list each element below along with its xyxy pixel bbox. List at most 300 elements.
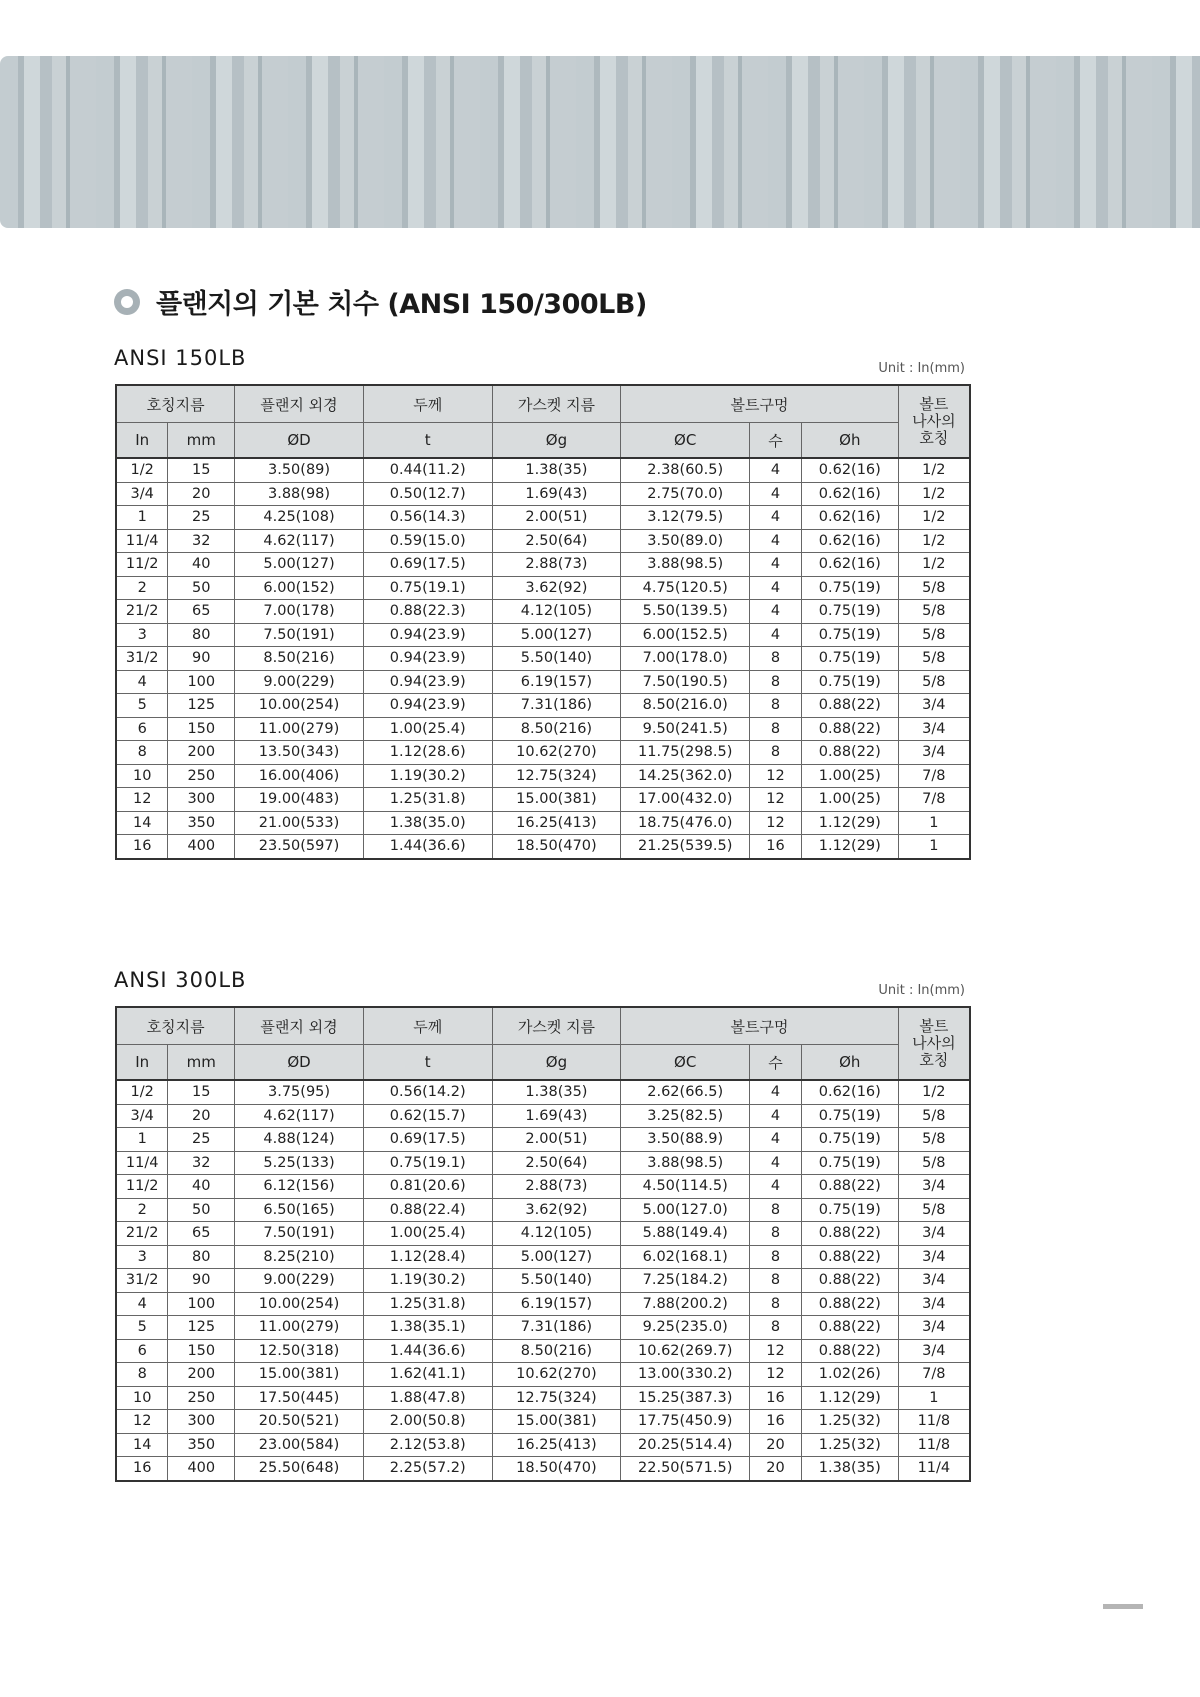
table-cell: 1.44(36.6): [363, 1339, 492, 1363]
table-cell: 1.25(31.8): [363, 1292, 492, 1316]
table-cell: 1.38(35): [801, 1457, 898, 1481]
header-g: Øg: [492, 1045, 621, 1081]
table-cell: 0.75(19): [801, 1198, 898, 1222]
table-cell: 3/4: [898, 741, 970, 765]
table-cell: 50: [168, 576, 235, 600]
table-cell: 1.25(32): [801, 1410, 898, 1434]
table-row: [116, 694, 970, 718]
header-h: Øh: [801, 423, 898, 459]
table-cell: 7.31(186): [492, 1316, 621, 1340]
table-cell: 9.25(235.0): [621, 1316, 750, 1340]
table-cell: 4: [116, 1292, 168, 1316]
table-row: [116, 1222, 970, 1246]
table-cell: 0.62(16): [801, 458, 898, 482]
table-cell: 5.00(127): [235, 553, 364, 577]
table-cell: 12: [750, 1339, 802, 1363]
table-cell: 16: [750, 1410, 802, 1434]
table-cell: 5/8: [898, 600, 970, 624]
table-cell: 125: [168, 694, 235, 718]
table-cell: 3.88(98.5): [621, 553, 750, 577]
flange-table-150lb: [115, 384, 971, 860]
table-cell: 250: [168, 764, 235, 788]
table-cell: 12: [750, 788, 802, 812]
header-thickness: 두께: [363, 1007, 492, 1045]
header-in: In: [116, 1045, 168, 1081]
table-cell: 23.50(597): [235, 835, 364, 859]
table-cell: 20.50(521): [235, 1410, 364, 1434]
table-cell: 19.00(483): [235, 788, 364, 812]
table-cell: 0.88(22): [801, 1245, 898, 1269]
table-cell: 11/2: [116, 1175, 168, 1199]
table-cell: 400: [168, 835, 235, 859]
table-cell: 7/8: [898, 1363, 970, 1387]
header-banner: [0, 56, 1200, 228]
table-cell: 12: [750, 1363, 802, 1387]
table-cell: 6.12(156): [235, 1175, 364, 1199]
table-cell: 21/2: [116, 600, 168, 624]
header-bolt-hole: 볼트구멍: [621, 1007, 898, 1045]
table-cell: 1.12(29): [801, 835, 898, 859]
table-cell: 25: [168, 1128, 235, 1152]
header-nominal: 호칭지름: [116, 1007, 235, 1045]
table-cell: 0.94(23.9): [363, 670, 492, 694]
table-cell: 8: [116, 741, 168, 765]
table-cell: 7/8: [898, 788, 970, 812]
table-cell: 1.12(28.6): [363, 741, 492, 765]
table-cell: 12.75(324): [492, 764, 621, 788]
table-cell: 4.12(105): [492, 1222, 621, 1246]
table-cell: 0.88(22): [801, 1292, 898, 1316]
table-cell: 11.75(298.5): [621, 741, 750, 765]
table-cell: 11/8: [898, 1433, 970, 1457]
table-cell: 0.88(22.3): [363, 600, 492, 624]
table-cell: 8: [750, 1269, 802, 1293]
table-cell: 0.75(19): [801, 600, 898, 624]
table-cell: 4: [750, 482, 802, 506]
table-cell: 350: [168, 1433, 235, 1457]
table-cell: 4: [750, 1080, 802, 1104]
table-cell: 3/4: [116, 482, 168, 506]
table-cell: 32: [168, 1151, 235, 1175]
table-cell: 3/4: [898, 1175, 970, 1199]
table-cell: 3.50(88.9): [621, 1128, 750, 1152]
table-cell: 23.00(584): [235, 1433, 364, 1457]
header-gasket: 가스켓 지름: [492, 1007, 621, 1045]
table-cell: 10.62(269.7): [621, 1339, 750, 1363]
table-cell: 3: [116, 623, 168, 647]
table-cell: 12.50(318): [235, 1339, 364, 1363]
table-cell: 10: [116, 764, 168, 788]
table-cell: 2: [116, 576, 168, 600]
header-nominal: 호칭지름: [116, 385, 235, 423]
table-cell: 4: [750, 1128, 802, 1152]
table-cell: 1.12(29): [801, 1386, 898, 1410]
title-row: [114, 282, 647, 321]
table-cell: 4.25(108): [235, 506, 364, 530]
table-cell: 2.25(57.2): [363, 1457, 492, 1481]
table-cell: 4: [750, 1104, 802, 1128]
table-cell: 16.00(406): [235, 764, 364, 788]
table-cell: 21.25(539.5): [621, 835, 750, 859]
table-cell: 20: [750, 1433, 802, 1457]
table-cell: 5/8: [898, 1104, 970, 1128]
table-cell: 4.62(117): [235, 529, 364, 553]
table-cell: 11/2: [116, 553, 168, 577]
table-cell: 1.44(36.6): [363, 835, 492, 859]
table-cell: 3.88(98.5): [621, 1151, 750, 1175]
header-thickness: 두께: [363, 385, 492, 423]
table-cell: 16.25(413): [492, 811, 621, 835]
table-cell: 4: [750, 1151, 802, 1175]
table-cell: 11.00(279): [235, 1316, 364, 1340]
table-cell: 1.69(43): [492, 1104, 621, 1128]
table-cell: 350: [168, 811, 235, 835]
table-cell: 1/2: [898, 458, 970, 482]
table-cell: 11/4: [116, 529, 168, 553]
table-cell: 5/8: [898, 623, 970, 647]
header-c: ØC: [621, 1045, 750, 1081]
table-cell: 0.75(19): [801, 576, 898, 600]
table-cell: 18.50(470): [492, 835, 621, 859]
table-cell: 3/4: [898, 717, 970, 741]
table-cell: 1.00(25): [801, 788, 898, 812]
table-cell: 0.75(19.1): [363, 1151, 492, 1175]
table-cell: 15.00(381): [492, 1410, 621, 1434]
table-cell: 2.75(70.0): [621, 482, 750, 506]
table-cell: 1.25(31.8): [363, 788, 492, 812]
table-cell: 300: [168, 1410, 235, 1434]
table-cell: 2.50(64): [492, 1151, 621, 1175]
table-row: [116, 1363, 970, 1387]
unit-label-300lb: Unit : In(mm): [878, 983, 965, 998]
table-cell: 1: [898, 1386, 970, 1410]
table-cell: 0.94(23.9): [363, 694, 492, 718]
table-cell: 0.88(22): [801, 1269, 898, 1293]
header-t: t: [363, 1045, 492, 1081]
table-cell: 8: [750, 670, 802, 694]
header-mm: mm: [168, 1045, 235, 1081]
table-cell: 8.50(216): [235, 647, 364, 671]
table-cell: 4: [750, 553, 802, 577]
table-cell: 6.19(157): [492, 670, 621, 694]
table-cell: 0.88(22): [801, 1339, 898, 1363]
table-cell: 2.88(73): [492, 1175, 621, 1199]
flange-table-300lb: [115, 1006, 971, 1482]
table-cell: 1/2: [898, 506, 970, 530]
table-row: [116, 1080, 970, 1104]
table-cell: 40: [168, 553, 235, 577]
table-cell: 2.00(51): [492, 1128, 621, 1152]
table-cell: 25: [168, 506, 235, 530]
table-cell: 9.00(229): [235, 670, 364, 694]
table-cell: 25.50(648): [235, 1457, 364, 1481]
table-cell: 200: [168, 741, 235, 765]
circle-bullet-icon: [114, 289, 140, 315]
table-cell: 1/2: [898, 553, 970, 577]
table-cell: 21.00(533): [235, 811, 364, 835]
table-cell: 9.00(229): [235, 1269, 364, 1293]
table-cell: 0.62(16): [801, 553, 898, 577]
table-cell: 5/8: [898, 1198, 970, 1222]
table-cell: 17.75(450.9): [621, 1410, 750, 1434]
table-cell: 3.88(98): [235, 482, 364, 506]
table-cell: 20: [168, 482, 235, 506]
table-cell: 3.62(92): [492, 1198, 621, 1222]
table-cell: 1/2: [898, 482, 970, 506]
table-cell: 0.88(22): [801, 1175, 898, 1199]
table-cell: 8.50(216.0): [621, 694, 750, 718]
table-cell: 31/2: [116, 647, 168, 671]
table-cell: 4: [750, 600, 802, 624]
table-cell: 150: [168, 1339, 235, 1363]
table-row: [116, 1410, 970, 1434]
table-cell: 20: [168, 1104, 235, 1128]
table-cell: 1.00(25): [801, 764, 898, 788]
table-cell: 12: [750, 764, 802, 788]
header-mm: mm: [168, 423, 235, 459]
table-cell: 1.38(35.1): [363, 1316, 492, 1340]
table-cell: 1.62(41.1): [363, 1363, 492, 1387]
table-cell: 6: [116, 1339, 168, 1363]
table-cell: 80: [168, 1245, 235, 1269]
table-body-150lb: [116, 458, 970, 859]
table-cell: 18.75(476.0): [621, 811, 750, 835]
table-cell: 100: [168, 1292, 235, 1316]
header-bolt-hole: 볼트구멍: [621, 385, 898, 423]
header-g: Øg: [492, 423, 621, 459]
table-row: [116, 1104, 970, 1128]
table-cell: 9.50(241.5): [621, 717, 750, 741]
table-cell: 2.38(60.5): [621, 458, 750, 482]
table-row: [116, 1175, 970, 1199]
table-cell: 5/8: [898, 647, 970, 671]
table-cell: 5.00(127): [492, 1245, 621, 1269]
table-row: [116, 506, 970, 530]
table-cell: 0.59(15.0): [363, 529, 492, 553]
table-cell: 14: [116, 1433, 168, 1457]
table-cell: 6.00(152.5): [621, 623, 750, 647]
table-cell: 40: [168, 1175, 235, 1199]
table-cell: 5.88(149.4): [621, 1222, 750, 1246]
table-cell: 90: [168, 647, 235, 671]
header-count: 수: [750, 423, 802, 459]
table-cell: 6.00(152): [235, 576, 364, 600]
table-cell: 5.00(127): [492, 623, 621, 647]
table-cell: 3/4: [898, 1292, 970, 1316]
table-cell: 0.75(19): [801, 623, 898, 647]
table-cell: 3/4: [898, 694, 970, 718]
table-cell: 3.62(92): [492, 576, 621, 600]
table-cell: 10: [116, 1386, 168, 1410]
table-cell: 15: [168, 1080, 235, 1104]
table-cell: 0.94(23.9): [363, 623, 492, 647]
table-cell: 0.62(16): [801, 506, 898, 530]
table-cell: 20: [750, 1457, 802, 1481]
table-cell: 2.00(50.8): [363, 1410, 492, 1434]
table-cell: 6.02(168.1): [621, 1245, 750, 1269]
table-cell: 12: [750, 811, 802, 835]
header-c: ØC: [621, 423, 750, 459]
table-cell: 2: [116, 1198, 168, 1222]
header-gasket: 가스켓 지름: [492, 385, 621, 423]
table-cell: 2.88(73): [492, 553, 621, 577]
table-cell: 1: [116, 1128, 168, 1152]
table-cell: 0.75(19): [801, 647, 898, 671]
table-cell: 16: [750, 1386, 802, 1410]
table-cell: 0.56(14.2): [363, 1080, 492, 1104]
table-cell: 7/8: [898, 764, 970, 788]
table-cell: 15.00(381): [492, 788, 621, 812]
header-count: 수: [750, 1045, 802, 1081]
table-cell: 31/2: [116, 1269, 168, 1293]
header-od: ØD: [235, 1045, 364, 1081]
page-marker: [1103, 1604, 1143, 1609]
table-cell: 1.19(30.2): [363, 764, 492, 788]
table-cell: 250: [168, 1386, 235, 1410]
table-cell: 1.12(28.4): [363, 1245, 492, 1269]
table-cell: 65: [168, 1222, 235, 1246]
table-cell: 5: [116, 1316, 168, 1340]
table-cell: 17.50(445): [235, 1386, 364, 1410]
table-cell: 150: [168, 717, 235, 741]
table-cell: 80: [168, 623, 235, 647]
section-title-300lb: ANSI 300LB: [114, 968, 247, 992]
table-cell: 22.50(571.5): [621, 1457, 750, 1481]
table-row: [116, 1457, 970, 1481]
table-row: [116, 600, 970, 624]
table-cell: 5/8: [898, 670, 970, 694]
table-cell: 300: [168, 788, 235, 812]
table-cell: 12: [116, 1410, 168, 1434]
table-cell: 11/8: [898, 1410, 970, 1434]
table-row: [116, 529, 970, 553]
table-cell: 5/8: [898, 1151, 970, 1175]
table-cell: 17.00(432.0): [621, 788, 750, 812]
table-cell: 0.88(22): [801, 1222, 898, 1246]
table-row: [116, 1269, 970, 1293]
unit-label-150lb: Unit : In(mm): [878, 361, 965, 376]
table-cell: 0.88(22): [801, 741, 898, 765]
table-cell: 8: [750, 694, 802, 718]
table-cell: 0.62(15.7): [363, 1104, 492, 1128]
table-cell: 5/8: [898, 1128, 970, 1152]
table-row: [116, 788, 970, 812]
section-title-150lb: ANSI 150LB: [114, 346, 247, 370]
table-cell: 3/4: [116, 1104, 168, 1128]
table-cell: 0.81(20.6): [363, 1175, 492, 1199]
table-cell: 4.75(120.5): [621, 576, 750, 600]
table-cell: 5/8: [898, 576, 970, 600]
table-cell: 20.25(514.4): [621, 1433, 750, 1457]
table-cell: 2.50(64): [492, 529, 621, 553]
header-in: In: [116, 423, 168, 459]
table-row: [116, 670, 970, 694]
table-cell: 3.12(79.5): [621, 506, 750, 530]
table-row: [116, 1386, 970, 1410]
table-cell: 8: [750, 1292, 802, 1316]
table-cell: 3/4: [898, 1339, 970, 1363]
table-cell: 2.00(51): [492, 506, 621, 530]
table-row: [116, 647, 970, 671]
table-cell: 0.88(22.4): [363, 1198, 492, 1222]
table-cell: 65: [168, 600, 235, 624]
table-cell: 0.75(19.1): [363, 576, 492, 600]
table-cell: 10.00(254): [235, 694, 364, 718]
table-cell: 6.19(157): [492, 1292, 621, 1316]
table-cell: 7.50(191): [235, 1222, 364, 1246]
table-cell: 0.50(12.7): [363, 482, 492, 506]
table-cell: 90: [168, 1269, 235, 1293]
table-cell: 4: [116, 670, 168, 694]
table-cell: 13.00(330.2): [621, 1363, 750, 1387]
table-cell: 16: [116, 1457, 168, 1481]
table-cell: 1.19(30.2): [363, 1269, 492, 1293]
table-cell: 13.50(343): [235, 741, 364, 765]
table-cell: 8: [750, 1245, 802, 1269]
table-cell: 11/4: [116, 1151, 168, 1175]
table-cell: 10.62(270): [492, 741, 621, 765]
table-cell: 125: [168, 1316, 235, 1340]
table-cell: 0.88(22): [801, 1316, 898, 1340]
table-cell: 1/2: [116, 1080, 168, 1104]
table-cell: 15.00(381): [235, 1363, 364, 1387]
table-cell: 5.00(127.0): [621, 1198, 750, 1222]
table-cell: 12.75(324): [492, 1386, 621, 1410]
table-cell: 4: [750, 1175, 802, 1199]
table-cell: 1.02(26): [801, 1363, 898, 1387]
table-cell: 16: [750, 835, 802, 859]
table-cell: 18.50(470): [492, 1457, 621, 1481]
table-cell: 3/4: [898, 1269, 970, 1293]
table-cell: 200: [168, 1363, 235, 1387]
table-row: [116, 458, 970, 482]
table-cell: 11/4: [898, 1457, 970, 1481]
table-cell: 8: [750, 1198, 802, 1222]
table-cell: 15: [168, 458, 235, 482]
table-row: [116, 811, 970, 835]
table-cell: 8: [750, 1316, 802, 1340]
table-cell: 21/2: [116, 1222, 168, 1246]
table-row: [116, 1339, 970, 1363]
table-cell: 15.25(387.3): [621, 1386, 750, 1410]
table-row: [116, 1245, 970, 1269]
header-bolt-thread: 볼트 나사의 호칭: [898, 1007, 970, 1080]
header-t: t: [363, 423, 492, 459]
table-cell: 7.31(186): [492, 694, 621, 718]
table-cell: 1/2: [898, 529, 970, 553]
table-cell: 0.69(17.5): [363, 553, 492, 577]
table-cell: 5: [116, 694, 168, 718]
table-cell: 3.50(89): [235, 458, 364, 482]
table-cell: 8.50(216): [492, 717, 621, 741]
table-cell: 14: [116, 811, 168, 835]
table-cell: 4.88(124): [235, 1128, 364, 1152]
table-cell: 10.62(270): [492, 1363, 621, 1387]
table-row: [116, 1316, 970, 1340]
table-cell: 1: [116, 506, 168, 530]
table-cell: 3/4: [898, 1245, 970, 1269]
table-body-300lb: [116, 1080, 970, 1481]
table-cell: 0.69(17.5): [363, 1128, 492, 1152]
table-cell: 400: [168, 1457, 235, 1481]
table-cell: 10.00(254): [235, 1292, 364, 1316]
header-flange-od: 플랜지 외경: [235, 1007, 364, 1045]
header-od: ØD: [235, 423, 364, 459]
table-row: [116, 764, 970, 788]
table-cell: 0.62(16): [801, 482, 898, 506]
table-cell: 1.38(35): [492, 1080, 621, 1104]
table-cell: 8.50(216): [492, 1339, 621, 1363]
